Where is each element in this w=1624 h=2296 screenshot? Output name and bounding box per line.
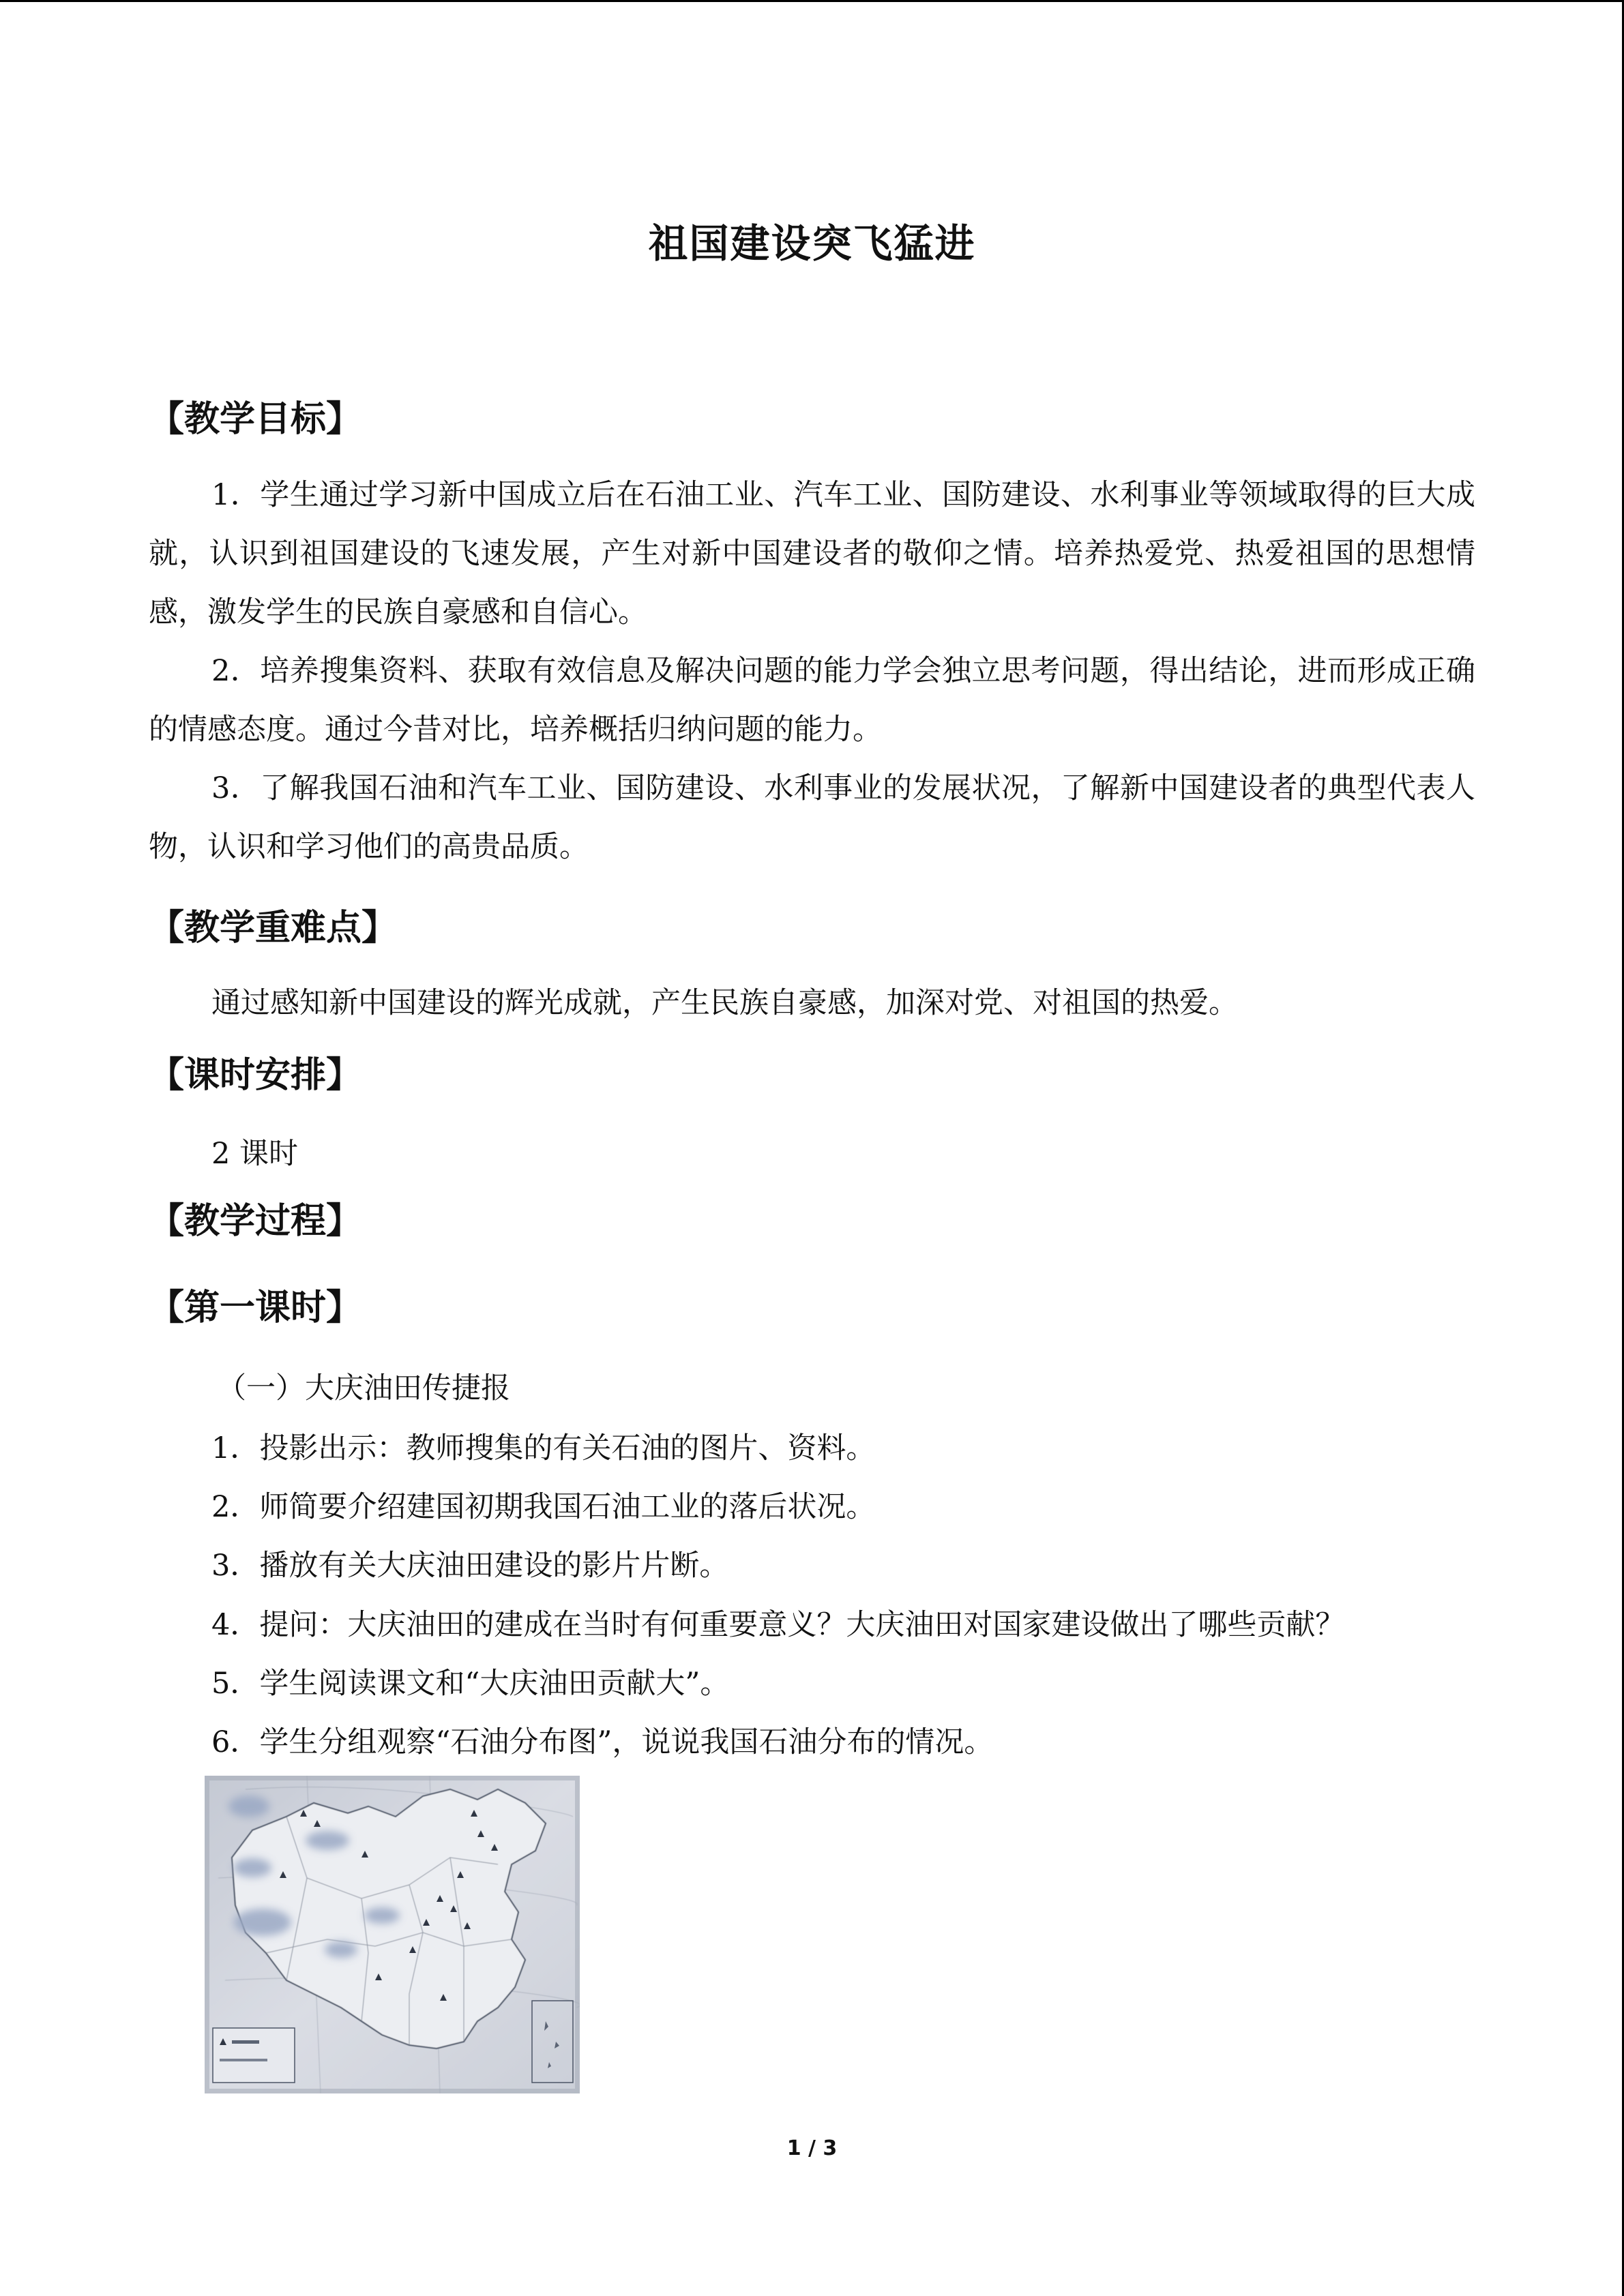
key-points-paragraph: 通过感知新中国建设的辉光成就，产生民族自豪感，加深对党、对祖国的热爱。 [211,986,1238,1020]
objective-paragraph-1: 1．学生通过学习新中国成立后在石油工业、汽车工业、国防建设、水利事业等领域取得的巨大成就，认识到祖国建设的飞速发展，产生对新中国建设者的敬仰之情。培养热爱党、热爱祖国的思想情感，激发学生的民族自豪感和自信心。 [149,478,1475,629]
lesson-step: 1．投影出示：教师搜集的有关石油的图片、资料。 [211,1431,876,1465]
lesson-step: 5．学生阅读课文和“大庆油田贡献大”。 [211,1667,730,1701]
process-heading: 【教学过程】 [149,1201,362,1242]
lesson-step: 4．提问：大庆油田的建成在当时有何重要意义？大庆油田对国家建设做出了哪些贡献？ [211,1608,1345,1642]
schedule-text: 2 课时 [211,1137,299,1171]
lesson-step: 2．师简要介绍建国初期我国石油工业的落后状况。 [211,1490,876,1524]
oil-distribution-map-photo [205,1776,580,2093]
first-lesson-subheading: （一）大庆油田传捷报 [217,1371,510,1405]
lesson-step: 6．学生分组观察“石油分布图”，说说我国石油分布的情况。 [211,1725,994,1759]
objective-paragraph-3: 3．了解我国石油和汽车工业、国防建设、水利事业的发展状况，了解新中国建设者的典型代表人物，认识和学习他们的高贵品质。 [149,771,1475,864]
objectives-heading: 【教学目标】 [149,399,362,440]
lesson-step: 3．播放有关大庆油田建设的影片片断。 [211,1549,729,1583]
page-number: 1 / 3 [786,2136,838,2160]
schedule-heading: 【课时安排】 [149,1055,362,1096]
map-icon [205,1776,580,2093]
first-lesson-heading: 【第一课时】 [149,1287,362,1328]
objective-paragraph-2: 2．培养搜集资料、获取有效信息及解决问题的能力学会独立思考问题，得出结论，进而形成正确的情感态度。通过今昔对比，培养概括归纳问题的能力。 [149,654,1475,747]
page-title: 祖国建设突飞猛进 [648,220,976,267]
key-points-heading: 【教学重难点】 [149,908,398,949]
